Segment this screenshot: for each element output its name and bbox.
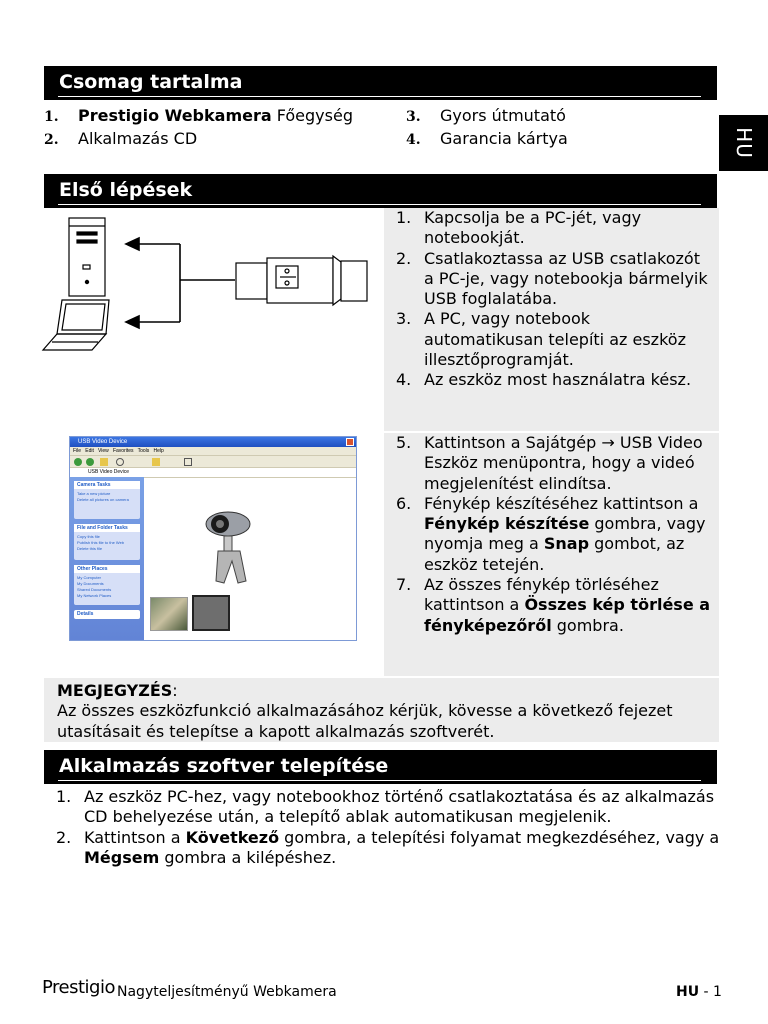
file-folder-tasks-panel: [74, 524, 140, 560]
step-number: 6.: [396, 493, 412, 513]
details-panel: Details: [74, 610, 140, 619]
item-number: 2.: [44, 132, 59, 148]
step-text: Csatlakoztassa az USB csatlakozót a PC-je, vagy notebookja bármelyik USB foglalatába.: [424, 248, 708, 309]
step-number: 7.: [396, 575, 412, 595]
forward-icon: [86, 458, 94, 466]
window-close-icon: [346, 438, 354, 446]
menu-item-file: File: [73, 448, 82, 454]
camera-tasks-panel: [74, 481, 140, 519]
title-underline: [58, 780, 701, 781]
page-lang: HU: [676, 984, 700, 1000]
panel-title: Other Places: [74, 565, 140, 573]
item-text: Főegység: [271, 106, 353, 125]
title-underline: [58, 204, 701, 205]
list-item: [384, 208, 714, 249]
panel-link: Shared Documents: [77, 587, 112, 592]
address-text: USB Video Device: [88, 469, 130, 475]
list-item: [384, 494, 716, 575]
brand-logo: [42, 978, 115, 998]
item-text: Gyors útmutató: [440, 106, 566, 125]
brand-logo-text: Prestigio: [42, 977, 115, 998]
language-tab-label: HU: [731, 127, 756, 159]
folders-icon: [152, 458, 160, 466]
step-text: gombra, vagy nyomja meg a: [424, 514, 706, 554]
menu-item-view: View: [98, 448, 109, 454]
package-item-2: [44, 129, 197, 150]
panel-link: My Network Places: [77, 593, 112, 598]
step-number: 1.: [396, 208, 412, 227]
folder-up-icon: [100, 458, 108, 466]
step-text: Kapcsolja be a PC-jét, vagy notebookját.: [424, 208, 642, 248]
step-number: 3.: [396, 309, 412, 329]
install-steps-list: [44, 787, 724, 868]
connection-arrows: [126, 238, 235, 328]
step-bold: Mégsem: [84, 847, 160, 867]
step-text: gombra, a telepítési folyamat megkezdéséhez, vagy a: [279, 827, 720, 847]
list-item: [384, 309, 714, 370]
panel-title: File and Folder Tasks: [74, 524, 140, 532]
list-item: [44, 828, 724, 869]
install-steps: [44, 787, 724, 868]
laptop-icon: [43, 300, 109, 350]
note-panel: [44, 678, 719, 742]
step-text: gombra a kilépéshez.: [159, 847, 337, 867]
step-number: 4.: [396, 370, 412, 390]
list-item: [384, 575, 716, 636]
step-bold: Összes kép törlése a fényképezőről: [424, 595, 711, 635]
section-title: Első lépések: [59, 179, 193, 201]
item-text: Alkalmazás CD: [78, 129, 198, 148]
item-number: 3.: [406, 109, 421, 125]
item-text: Garancia kártya: [440, 129, 568, 148]
panel-link: Publish this file to the Web: [77, 540, 125, 545]
steps-panel-top: [384, 208, 719, 431]
package-item-3: [406, 106, 566, 127]
section-title: Alkalmazás szoftver telepítése: [59, 755, 389, 777]
menu-item-favorites: Favorites: [112, 448, 134, 454]
usb-connection-diagram: [40, 212, 380, 354]
list-item: [384, 249, 714, 310]
panel-link: Delete this file: [77, 546, 103, 551]
window-title: USB Video Device: [78, 439, 128, 445]
step-text: Fénykép készítéséhez kattintson a: [424, 493, 699, 513]
language-tab: [719, 115, 768, 171]
item-number: 1.: [44, 109, 59, 125]
panel-link: My Documents: [77, 581, 104, 586]
footer-product: [117, 982, 337, 1002]
step-text: Kattintson a: [84, 827, 186, 847]
other-places-panel: [74, 565, 140, 605]
views-icon: [184, 458, 192, 466]
section-header-first-steps: [44, 174, 717, 208]
item-number: 4.: [406, 132, 421, 148]
usb-video-window-screenshot: [69, 436, 357, 641]
step-number: 2.: [56, 827, 72, 847]
step-bold: Következő: [185, 827, 280, 847]
menu-item-edit: Edit: [85, 448, 94, 454]
steps-panel-bottom: [384, 433, 719, 676]
thumbnail-image-2: [192, 595, 230, 631]
step-text: Az összes fénykép törléséhez kattintson a: [424, 575, 659, 615]
section-header-package: [44, 66, 717, 100]
note-label: MEGJEGYZÉS: [57, 681, 173, 700]
list-item: [44, 787, 724, 828]
thumbnail-image-1: [150, 597, 188, 631]
step-bold: Snap: [543, 534, 590, 554]
steps-list-1-4: [384, 208, 714, 391]
panel-link: Take a new picture: [77, 491, 111, 496]
list-item: [384, 433, 716, 494]
panel-link: My Computer: [77, 575, 102, 580]
window-menubar: [70, 447, 356, 455]
title-underline: [58, 96, 701, 97]
item-bold: Prestigio Webkamera: [78, 106, 272, 125]
section-title: Csomag tartalma: [59, 71, 243, 93]
step-text: Az eszköz most használatra kész.: [424, 370, 692, 390]
desktop-pc-icon: [69, 218, 105, 296]
step-text: gombra.: [551, 615, 624, 635]
package-item-4: [406, 129, 568, 150]
step-text: Az eszköz PC-hez, vagy notebookhoz történő csatlakoztatása és az alkalmazás CD behelyezése után, a telepítő ablak automatikusan megjelenik.: [84, 787, 715, 827]
panel-link: Copy this file: [77, 534, 100, 539]
list-item: [384, 370, 714, 390]
window-titlebar: [70, 437, 356, 447]
step-number: 2.: [396, 248, 412, 268]
package-item-1: [44, 106, 353, 127]
note-text: Az összes eszközfunkció alkalmazásához kérjük, kövesse a következő fejezet utasításait és telepítse a kapott alkalmazás szoftverét.: [57, 701, 673, 741]
step-text: Kattintson a Sajátgép → USB Video Eszköz menüpontra, hogy a videó megjelenítést elindítsa.: [424, 433, 703, 493]
step-number: 1.: [56, 787, 72, 806]
note-colon: :: [172, 681, 178, 700]
back-icon: [74, 458, 82, 466]
menu-item-tools: Tools: [137, 448, 150, 454]
usb-plug-icon: [236, 256, 367, 305]
search-icon: [116, 458, 124, 466]
menu-item-help: Help: [153, 448, 164, 454]
steps-list-5-7: [384, 433, 716, 636]
step-bold: Fénykép készítése: [424, 514, 590, 534]
panel-link: Delete all pictures on camera: [77, 497, 129, 502]
step-text: A PC, vagy notebook automatikusan telepíti az eszköz illesztőprogramját.: [424, 309, 686, 370]
product-name: Nagyteljesítményű Webkamera: [117, 984, 337, 1000]
step-text: gombot, az eszköz tetején.: [424, 534, 685, 574]
step-number: 5.: [396, 433, 412, 452]
page-num: - 1: [699, 984, 722, 1000]
panel-title: Camera Tasks: [74, 481, 140, 489]
page-number: [676, 982, 722, 1002]
webcam-image: [200, 507, 260, 587]
section-header-install: [44, 750, 717, 784]
task-pane: [70, 477, 144, 640]
